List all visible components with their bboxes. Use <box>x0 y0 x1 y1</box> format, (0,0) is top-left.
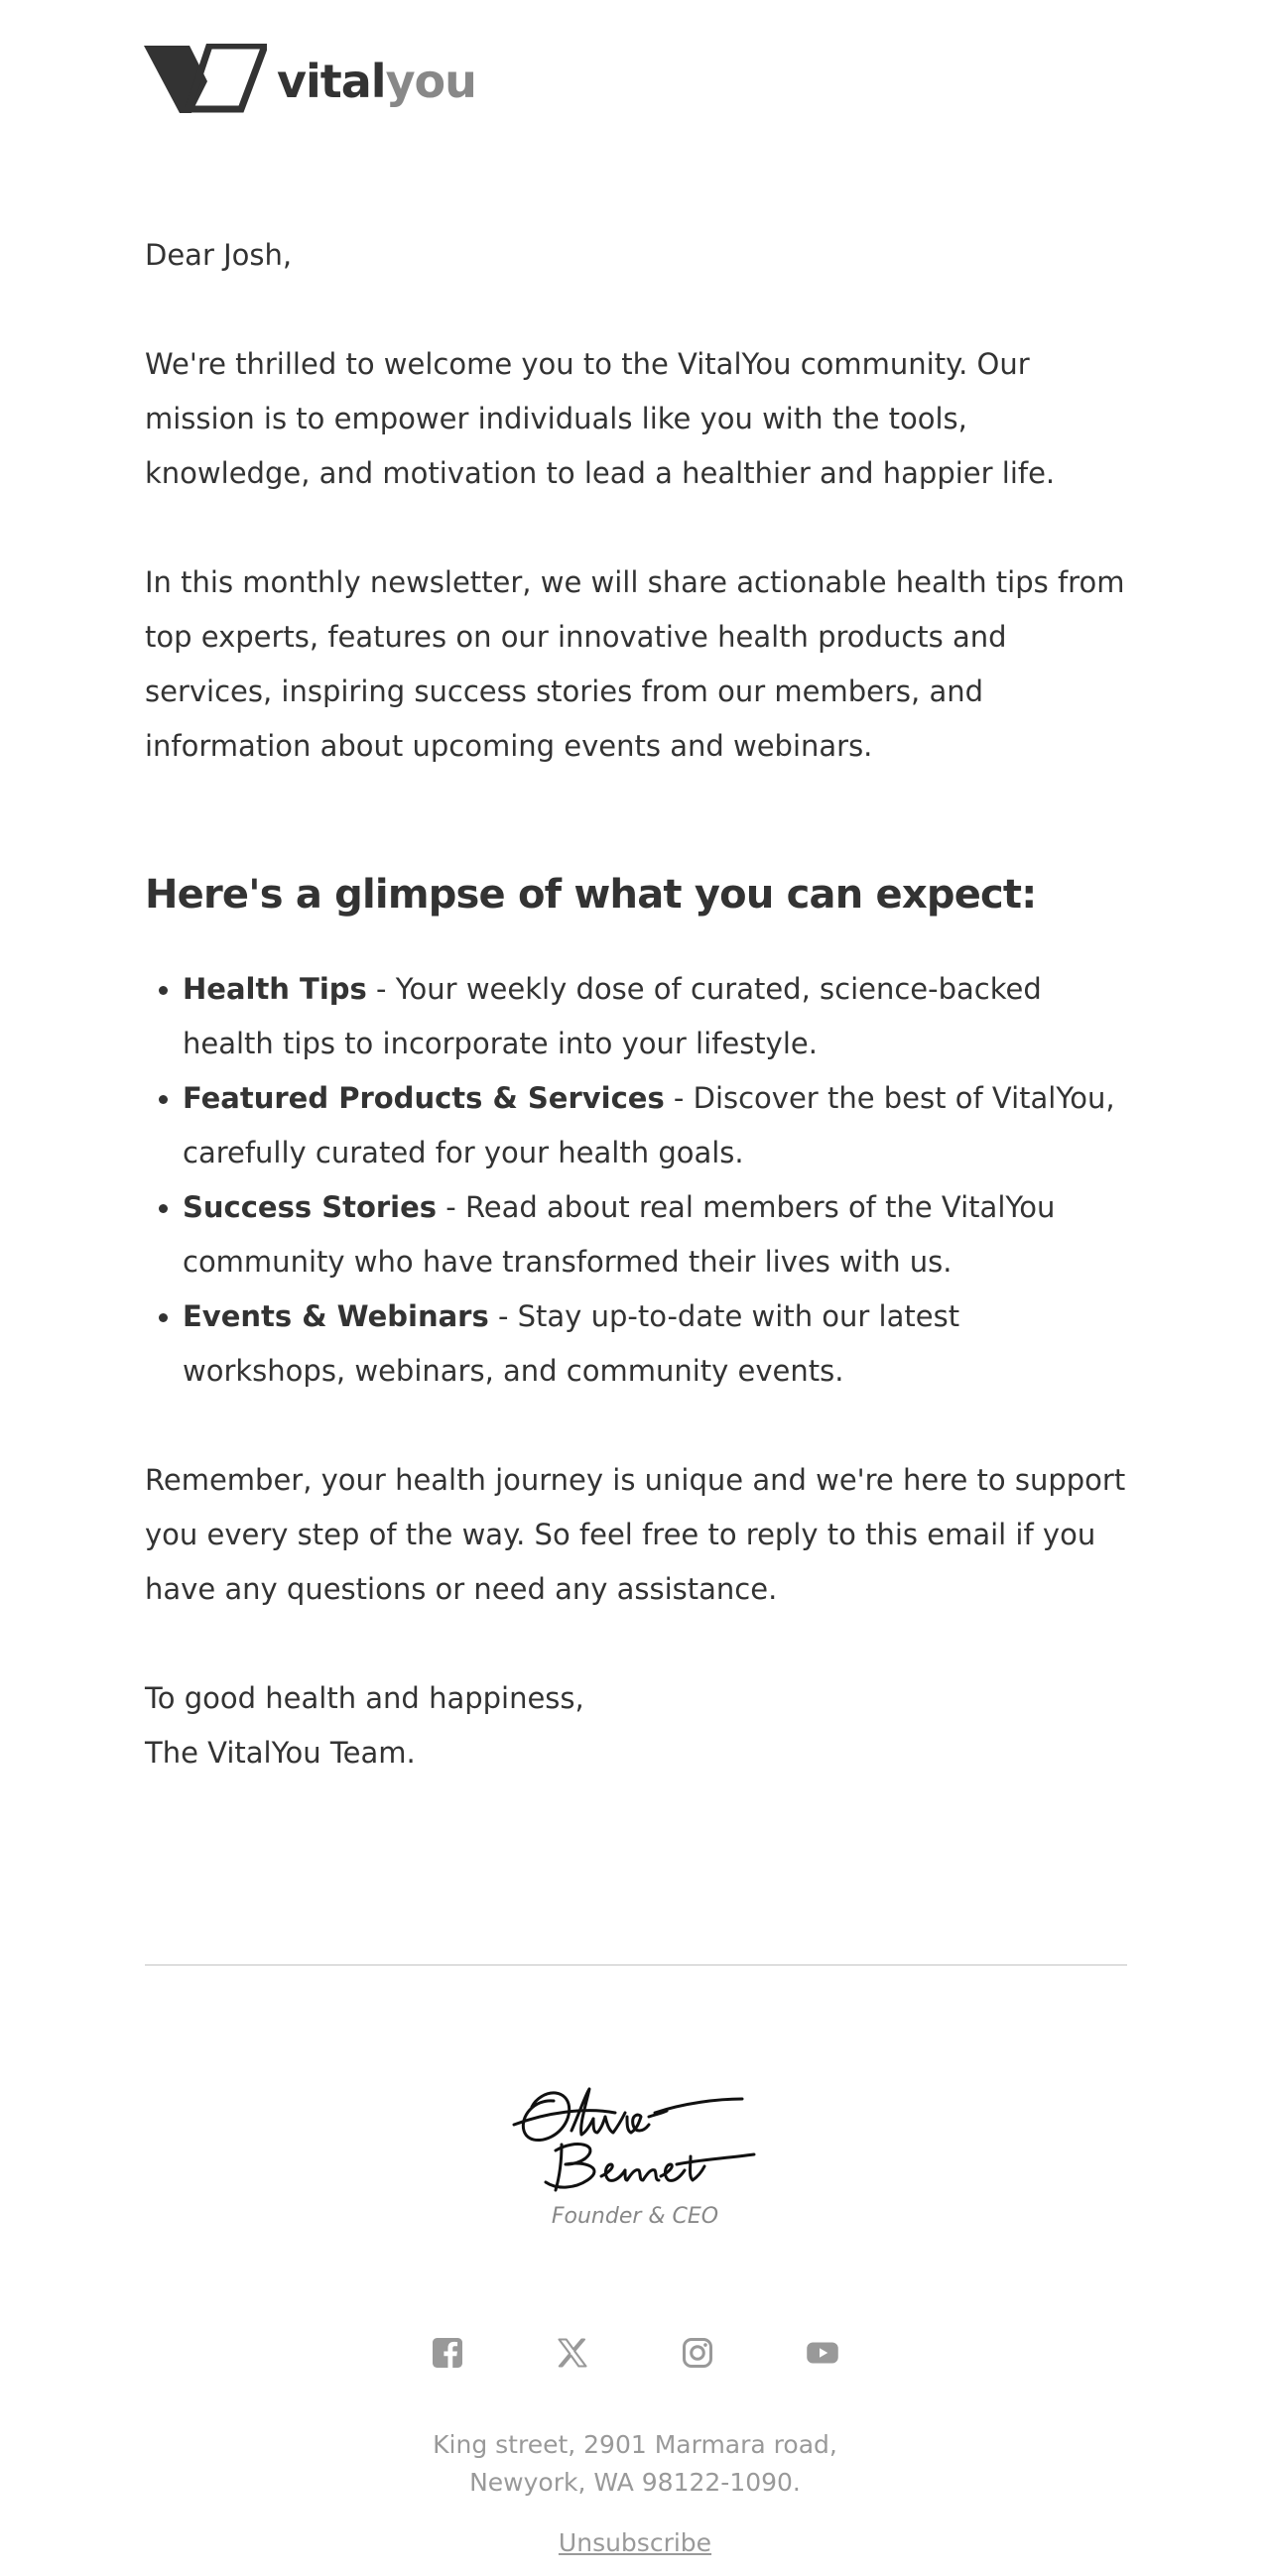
address-line-2: Newyork, WA 98122-1090. <box>469 2468 801 2497</box>
list-item-title: Success Stories <box>183 1190 438 1224</box>
list-item <box>183 1180 1127 1289</box>
social-links <box>0 2333 1270 2373</box>
youtube-icon[interactable] <box>803 2333 842 2373</box>
brand-name <box>277 55 476 108</box>
list-item-title: Featured Products & Services <box>183 1081 665 1115</box>
list-item <box>183 1071 1127 1180</box>
brand-name-part1: vital <box>277 55 386 108</box>
letter-body <box>145 228 1127 1780</box>
feature-list <box>145 962 1127 1399</box>
list-item <box>183 1289 1127 1399</box>
list-item <box>183 962 1127 1071</box>
address-line-1: King street, 2901 Marmara road, <box>433 2430 837 2459</box>
signoff-line-2: The VitalYou Team. <box>145 1736 416 1770</box>
signoff-line-1: To good health and happiness, <box>145 1681 584 1715</box>
section-heading: Here's a glimpse of what you can expect: <box>145 872 1037 918</box>
intro-paragraph: We're thrilled to welcome you to the VitalYou community. Our mission is to empower individuals like you with the tools, knowledge, and motivation to lead a healthier and happier life. <box>145 347 1056 490</box>
list-item-text: - Your weekly dose of curated, science-backed health tips to incorporate into your lifestyle. <box>183 972 1042 1060</box>
unsubscribe-link[interactable]: Unsubscribe <box>558 2528 712 2557</box>
list-item-title: Health Tips <box>183 972 367 1006</box>
brand-logo[interactable] <box>144 42 476 117</box>
company-address <box>0 2426 1270 2502</box>
ceo-signature-image <box>506 2073 764 2202</box>
list-item-text: - Discover the best of VitalYou, carefully curated for your health goals. <box>183 1081 1115 1169</box>
list-item-title: Events & Webinars <box>183 1299 489 1333</box>
vitalyou-v-logo-icon <box>144 44 267 115</box>
x-icon[interactable] <box>553 2333 592 2373</box>
greeting: Dear Josh, <box>145 238 293 272</box>
unsubscribe-wrapper <box>0 2527 1270 2559</box>
footer-divider <box>145 1964 1127 1966</box>
signer-role: Founder & CEO <box>551 2204 719 2229</box>
facebook-icon[interactable] <box>428 2333 467 2373</box>
instagram-icon[interactable] <box>678 2333 717 2373</box>
newsletter-paragraph: In this monthly newsletter, we will share actionable health tips from top experts, features on our innovative health products and services, inspiring success stories from our members, and information about upcoming events and webinars. <box>145 565 1125 763</box>
brand-name-part2: you <box>385 55 476 108</box>
list-item-text: - Read about real members of the VitalYou community who have transformed their lives with us. <box>183 1190 1056 1279</box>
list-item-text: - Stay up-to-date with our latest workshops, webinars, and community events. <box>183 1299 960 1388</box>
closing-paragraph: Remember, your health journey is unique and we're here to support you every step of the way. So feel free to reply to this email if you have any questions or need any assistance. <box>145 1463 1126 1606</box>
